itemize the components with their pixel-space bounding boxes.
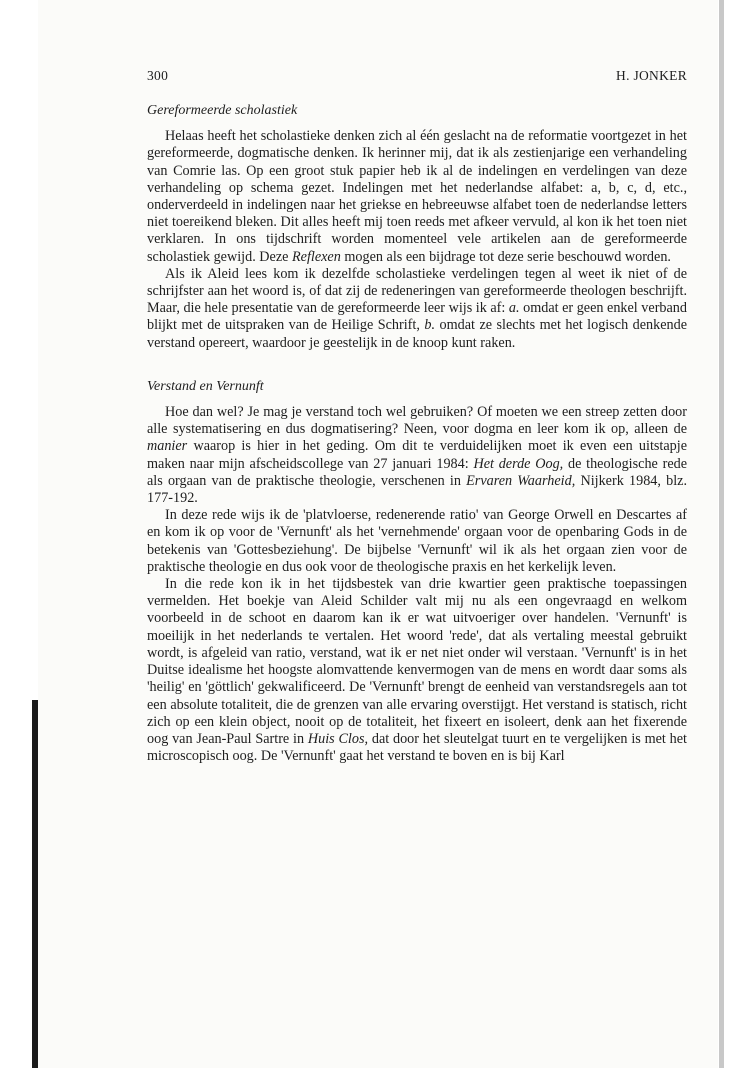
italic-text: a. [508,300,520,317]
italic-text: manier [147,438,188,455]
text-run: Helaas heeft het scholastieke denken zich al één geslacht na de reformatie voortgezet in het gereformeerde, dogmatische denken. Ik herinner mij, dat ik als zestienjarige een verhandeling van Comrie las. Op een groot stuk papier heb ik al de indelingen en verdelingen van deze verhandeling op schema gezet. Indelingen met het nederlandse alfabet: a, b, c, d, etc., onderverdeeld in indelingen naar het griekse en hebreeuwse alfabet toen de nederlandse letters niet toereikend bleken. Dit alles heeft mij toen reeds met afkeer vervuld, al kon ik het toen niet verklaren. In ons tijdschrift worden momenteel vele artikelen aan de gereformeerde scholastiek gewijd. Deze [147,128,687,265]
italic-text: Het derde Oog, [473,455,564,472]
paragraph [147,128,687,266]
text-run: Nijkerk 1984, blz. 177-192. [147,472,688,507]
italic-text: Huis Clos, [307,730,369,747]
text-run: waarop is hier in het geding. Om dit te verduidelijken moet ik even een uitstapje maken naar mijn afscheidscollege van 27 januari 1984: [147,438,687,472]
section-title-gereformeerde-scholastiek: Gereformeerde scholastiek [147,103,298,118]
running-head-author: H. JONKER [616,68,687,83]
page-number: 300 [147,68,169,83]
text-run: omdat ze slechts met het logisch denkende verstand opereert, waardoor je geestelijk in de knoop kunt raken. [147,317,688,351]
text-run: Als ik Aleid lees kom ik dezelfde scholastieke verdelingen tegen al weet ik niet of de schrijfster aan het woord is, of dat zij de redeneringen van gereformeerde theologen beschrijft. Maar, die hele presentatie van de gereformeerde leer wijs ik af: [147,265,687,317]
scan-shadow-bar [32,700,38,1068]
italic-text: b. [424,317,436,334]
text-run: mogen als een bijdrage tot deze serie beschouwd worden. [340,248,671,265]
paragraph [147,507,687,576]
paragraph [147,404,687,507]
text-run: Hoe dan wel? Je mag je verstand toch wel gebruiken? Of moeten we een streep zetten door alle systematisering en dus dogmatisering? Neen, voor dogma en leer kom ik op, alleen de [147,404,687,438]
running-head [147,68,687,84]
text-run: In die rede kon ik in het tijdsbestek van drie kwartier geen praktische toepassingen vermelden. Het boekje van Aleid Schilder valt mij nu als een ongevraagd en welkom voorbeeld in de schoot en daarom kan ik er wat uitvoeriger over handelen. 'Vernunft' is moeilijk in het nederlands te vertalen. Het woord 'rede', dat als vertaling meestal gebruikt wordt, is afgeleid van ratio, verstand, wat ik er net niet onder wil verstaan. 'Vernunft' is in het Duitse idealisme het hoogste alomvattende kenvermogen van de mens en wordt daar soms als 'heilig' en 'göttlich' gekwalificeerd. De 'Vernunft' brengt de eenheid van verstandsregels aan tot een absolute totaliteit, die de grenzen van alle ervaring overstijgt. Het verstand is statisch, richt zich op een klein object, nooit op de totaliteit, het fixeert en isoleert, denk aan het fixerende oog van Jean-Paul Sartre in [147,576,687,747]
text-run: In deze rede wijs ik de 'platvloerse, redenerende ratio' van George Orwell en Descartes af en kom ik op voor de 'Vernunft' als het 'vernehmende' orgaan voor de openbaring Gods in de betekenis van 'Gottesbeziehung'. De bijbelse 'Vernunft' wil ik als het orgaan zien voor de praktische theologie en dus ook voor de theologische praxis en het kerkelijk leven. [147,507,687,575]
text-run: dat door het sleutelgat tuurt en te vergelijken is met het microscopisch oog. De 'Vernunft' gaat het verstand te boven en is bij Karl [147,730,687,765]
paragraph [147,576,687,765]
scan-shadow-right [719,0,724,1068]
section-title-verstand-en-vernunft: Verstand en Vernunft [147,378,264,394]
paragraph [147,266,687,352]
text-run: de theologische rede als orgaan van de praktische theologie, verschenen in [147,455,688,489]
italic-text: Ervaren Waarheid, [466,472,576,489]
body-text [147,102,687,765]
text-run: omdat er geen enkel verband blijkt met de uitspraken van de Heilige Schrift, [147,300,687,334]
italic-text: Reflexen [291,248,341,265]
